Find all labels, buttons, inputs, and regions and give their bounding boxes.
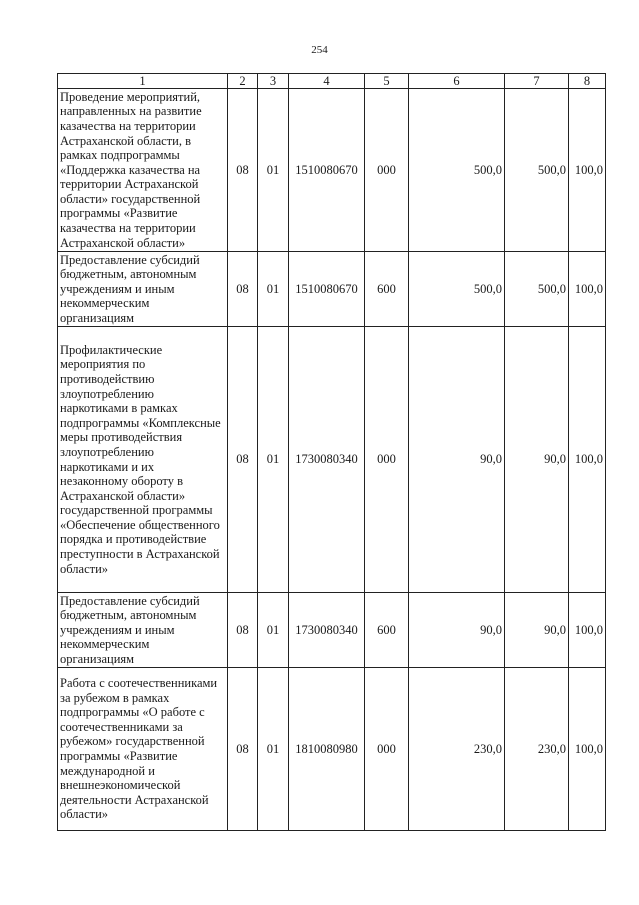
- execution-percent: 100,0: [569, 252, 606, 327]
- column-header: 3: [258, 74, 289, 89]
- section-code: 08: [228, 89, 258, 252]
- execution-percent: 100,0: [569, 668, 606, 831]
- row-description: Предоставление субсидий бюджетным, автономным учреждениям и иным некоммерческим организациям: [58, 252, 228, 327]
- plan-amount: 230,0: [409, 668, 505, 831]
- subsection-code: 01: [258, 89, 289, 252]
- subsection-code: 01: [258, 327, 289, 593]
- table-row: [58, 668, 606, 831]
- plan-amount: 90,0: [409, 593, 505, 668]
- expense-type-code: 000: [365, 668, 409, 831]
- table-row: [58, 252, 606, 327]
- table-row: [58, 327, 606, 593]
- actual-amount: 500,0: [505, 252, 569, 327]
- subsection-code: 01: [258, 252, 289, 327]
- page-number: 254: [311, 44, 328, 56]
- column-header: 6: [409, 74, 505, 89]
- actual-amount: 500,0: [505, 89, 569, 252]
- column-header: 5: [365, 74, 409, 89]
- expense-type-code: 600: [365, 593, 409, 668]
- actual-amount: 90,0: [505, 327, 569, 593]
- column-header: 1: [58, 74, 228, 89]
- execution-percent: 100,0: [569, 89, 606, 252]
- expense-type-code: 600: [365, 252, 409, 327]
- plan-amount: 500,0: [409, 89, 505, 252]
- column-header: 8: [569, 74, 606, 89]
- expense-type-code: 000: [365, 327, 409, 593]
- target-article-code: 1730080340: [289, 593, 365, 668]
- table-row: [58, 89, 606, 252]
- plan-amount: 500,0: [409, 252, 505, 327]
- column-header: 7: [505, 74, 569, 89]
- execution-percent: 100,0: [569, 327, 606, 593]
- table-header-row: [58, 74, 606, 89]
- execution-percent: 100,0: [569, 593, 606, 668]
- plan-amount: 90,0: [409, 327, 505, 593]
- table-row: [58, 593, 606, 668]
- row-description: Предоставление субсидий бюджетным, автономным учреждениям и иным некоммерческим организациям: [58, 593, 228, 668]
- row-description: Профилактические мероприятия по противодействию злоупотреблению наркотиками в рамках подпрограммы «Комплексные меры противодействия злоупотреблению наркотиками и их незаконному обороту в Астраханской области» государственной программы «Обеспечение общественного порядка и противодействие преступности в Астраханской области»: [58, 327, 228, 593]
- actual-amount: 230,0: [505, 668, 569, 831]
- row-description: Работа с соотечественниками за рубежом в рамках подпрограммы «О работе с соотечественниками за рубежом» государственной программы «Развитие международной и внешнеэкономической деятельности Астраханской области»: [58, 668, 228, 831]
- target-article-code: 1730080340: [289, 327, 365, 593]
- section-code: 08: [228, 593, 258, 668]
- budget-table: [57, 73, 606, 831]
- target-article-code: 1810080980: [289, 668, 365, 831]
- column-header: 2: [228, 74, 258, 89]
- subsection-code: 01: [258, 593, 289, 668]
- row-description: Проведение мероприятий, направленных на развитие казачества на территории Астраханской области, в рамках подпрограммы «Поддержка казачества на территории Астраханской области» государственной программы «Развитие казачества на территории Астраханской области»: [58, 89, 228, 252]
- subsection-code: 01: [258, 668, 289, 831]
- target-article-code: 1510080670: [289, 252, 365, 327]
- column-header: 4: [289, 74, 365, 89]
- section-code: 08: [228, 668, 258, 831]
- section-code: 08: [228, 252, 258, 327]
- section-code: 08: [228, 327, 258, 593]
- target-article-code: 1510080670: [289, 89, 365, 252]
- actual-amount: 90,0: [505, 593, 569, 668]
- expense-type-code: 000: [365, 89, 409, 252]
